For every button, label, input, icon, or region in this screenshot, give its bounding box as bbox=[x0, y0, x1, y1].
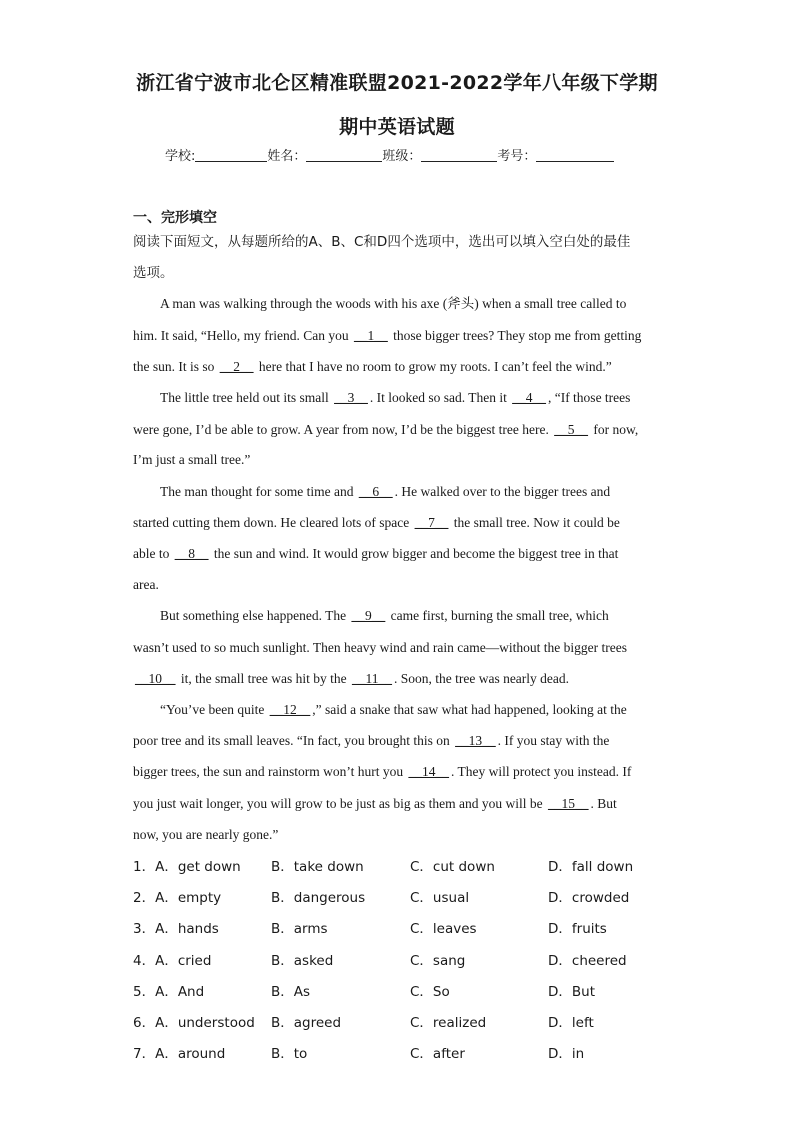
passage-text: started cutting them down. He cleared lots of space bbox=[133, 515, 413, 530]
option-choice[interactable]: 2．A．empty bbox=[133, 890, 222, 907]
passage-line bbox=[160, 700, 627, 720]
passage-text: those bigger trees? They stop me from getting bbox=[389, 328, 642, 343]
option-choice[interactable]: B．agreed bbox=[271, 1015, 342, 1031]
section-heading: 一、完形填空 bbox=[133, 210, 217, 226]
passage-text: . He walked over to the bigger trees and bbox=[394, 484, 611, 499]
option-choice[interactable]: 4．A．cried bbox=[133, 952, 212, 969]
option-choice[interactable]: D．fruits bbox=[548, 921, 607, 938]
option-choice[interactable]: D．crowded bbox=[548, 890, 630, 907]
passage-text: ,” said a snake that saw what had happened, looking at the bbox=[312, 702, 627, 717]
passage-text: him. It said, “Hello, my friend. Can you bbox=[133, 328, 352, 343]
option-choice[interactable]: B．asked bbox=[271, 952, 334, 969]
passage-line bbox=[133, 762, 631, 782]
option-choice[interactable]: D．But bbox=[548, 983, 596, 1000]
blank-number[interactable]: __11__ bbox=[351, 671, 392, 686]
passage-text: area. bbox=[133, 577, 159, 592]
blank-number[interactable]: __7__ bbox=[414, 515, 449, 530]
option-choice[interactable]: C．usual bbox=[410, 890, 470, 907]
passage-text: . But bbox=[590, 796, 617, 811]
option-choice[interactable]: C．sang bbox=[410, 952, 466, 969]
blank-number[interactable]: __12__ bbox=[269, 702, 311, 717]
passage-line bbox=[133, 357, 612, 377]
passage-text: the small tree. Now it could be bbox=[450, 515, 620, 530]
option-choice[interactable]: B．As bbox=[271, 983, 311, 1000]
passage-text: . Soon, the tree was nearly dead. bbox=[393, 671, 570, 686]
passage-text: wasn’t used to so much sunlight. Then heavy wind and rain came—without the bigger trees bbox=[133, 640, 628, 655]
option-choice[interactable]: D．cheered bbox=[548, 952, 627, 969]
passage-text: . It looked so sad. Then it bbox=[369, 390, 511, 405]
option-choice[interactable]: C．cut down bbox=[410, 859, 495, 875]
blank-number[interactable]: __6__ bbox=[358, 484, 393, 499]
option-choice[interactable]: C．So bbox=[410, 983, 450, 1000]
number-blank[interactable] bbox=[536, 148, 614, 162]
instruction-line-2: 选项。 bbox=[133, 265, 174, 281]
passage-text: now, you are nearly gone.” bbox=[133, 827, 279, 842]
passage-line bbox=[160, 388, 630, 408]
option-choice[interactable]: C．leaves bbox=[410, 921, 477, 938]
class-label: 班级： bbox=[382, 149, 422, 164]
option-choice[interactable]: 6．A．understood bbox=[133, 1015, 255, 1031]
blank-number[interactable]: __1__ bbox=[353, 328, 388, 343]
passage-line bbox=[133, 450, 250, 470]
student-info-line bbox=[165, 145, 614, 164]
passage-text: poor tree and its small leaves. “In fact, you brought this on bbox=[133, 733, 454, 748]
passage-text: I’m just a small tree.” bbox=[133, 452, 251, 467]
passage-line bbox=[133, 544, 618, 564]
option-choice[interactable]: B．arms bbox=[271, 921, 328, 938]
passage-text: . If you stay with the bbox=[497, 733, 610, 748]
blank-number[interactable]: __8__ bbox=[174, 546, 209, 561]
blank-number[interactable]: __13__ bbox=[455, 733, 496, 748]
passage-text: the sun and wind. It would grow bigger and become the biggest tree in that bbox=[210, 546, 619, 561]
passage-line bbox=[133, 575, 159, 595]
passage-line bbox=[133, 326, 641, 346]
option-choice[interactable]: D．in bbox=[548, 1046, 585, 1063]
class-blank[interactable] bbox=[421, 148, 497, 162]
blank-number[interactable]: __9__ bbox=[351, 608, 386, 623]
option-choice[interactable]: 7．A．around bbox=[133, 1046, 226, 1063]
blank-number[interactable]: __3__ bbox=[334, 390, 368, 405]
passage-text: came first, burning the small tree, which bbox=[387, 608, 609, 623]
passage-text: here that I have no room to grow my roots. I can’t feel the wind.” bbox=[255, 359, 612, 374]
option-choice[interactable]: B．dangerous bbox=[271, 890, 366, 907]
passage-text: bigger trees, the sun and rainstorm won’t hurt you bbox=[133, 764, 407, 779]
option-choice[interactable]: C．after bbox=[410, 1046, 465, 1063]
blank-number[interactable]: __14__ bbox=[408, 764, 449, 779]
instruction-line-1: 阅读下面短文，从每题所给的A、B、C和D四个选项中，选出可以填入空白处的最佳 bbox=[133, 234, 631, 250]
section-instruction bbox=[133, 227, 663, 289]
blank-number[interactable]: __4__ bbox=[512, 390, 546, 405]
blank-number[interactable]: __5__ bbox=[554, 422, 588, 437]
passage-text: But something else happened. The bbox=[160, 608, 350, 623]
passage-text: for now, bbox=[589, 422, 639, 437]
option-choice[interactable]: D．fall down bbox=[548, 859, 634, 875]
passage-text: the sun. It is so bbox=[133, 359, 218, 374]
passage-line bbox=[133, 513, 620, 533]
name-blank[interactable] bbox=[306, 148, 382, 162]
passage-text: it, the small tree was hit by the bbox=[177, 671, 350, 686]
passage-line bbox=[133, 825, 278, 845]
option-choice[interactable]: D．left bbox=[548, 1015, 594, 1031]
passage-line bbox=[160, 606, 609, 626]
passage-text: The little tree held out its small bbox=[160, 390, 333, 405]
passage-line bbox=[133, 638, 627, 658]
passage-text: , “If those trees bbox=[547, 390, 631, 405]
passage-line bbox=[133, 420, 638, 440]
exam-title-line2: 期中英语试题 bbox=[339, 116, 455, 138]
option-choice[interactable]: 3．A．hands bbox=[133, 921, 219, 938]
option-choice[interactable]: 5．A．And bbox=[133, 983, 205, 1000]
passage-text: able to bbox=[133, 546, 173, 561]
passage-line bbox=[133, 731, 609, 751]
name-label: 姓名： bbox=[267, 149, 307, 164]
option-choice[interactable]: B．to bbox=[271, 1046, 308, 1063]
option-choice[interactable]: B．take down bbox=[271, 859, 364, 875]
passage-text: you just wait longer, you will grow to be just as big as them and you will be bbox=[133, 796, 547, 811]
passage-line bbox=[133, 669, 569, 689]
passage-line bbox=[133, 794, 617, 814]
option-choice[interactable]: C．realized bbox=[410, 1015, 487, 1031]
passage-text: A man was walking through the woods with his axe (斧头) when a small tree called to bbox=[160, 296, 627, 311]
blank-number[interactable]: __2__ bbox=[219, 359, 254, 374]
passage-text: “You’ve been quite bbox=[160, 702, 268, 717]
passage-text: . They will protect you instead. If bbox=[450, 764, 632, 779]
passage-line bbox=[160, 294, 626, 314]
passage-text: were gone, I’d be able to grow. A year from now, I’d be the biggest tree here. bbox=[133, 422, 553, 437]
exam-title-line1: 浙江省宁波市北仑区精准联盟2021-2022学年八年级下学期 bbox=[136, 72, 658, 94]
school-label: 学校: bbox=[165, 149, 196, 164]
blank-number[interactable]: __15__ bbox=[548, 796, 589, 811]
number-label: 考号： bbox=[497, 149, 537, 164]
passage-text: The man thought for some time and bbox=[160, 484, 357, 499]
passage-line bbox=[160, 482, 610, 502]
option-choice[interactable]: 1．A．get down bbox=[133, 859, 241, 875]
blank-number[interactable]: __10__ bbox=[135, 671, 176, 686]
school-blank[interactable] bbox=[195, 148, 267, 162]
